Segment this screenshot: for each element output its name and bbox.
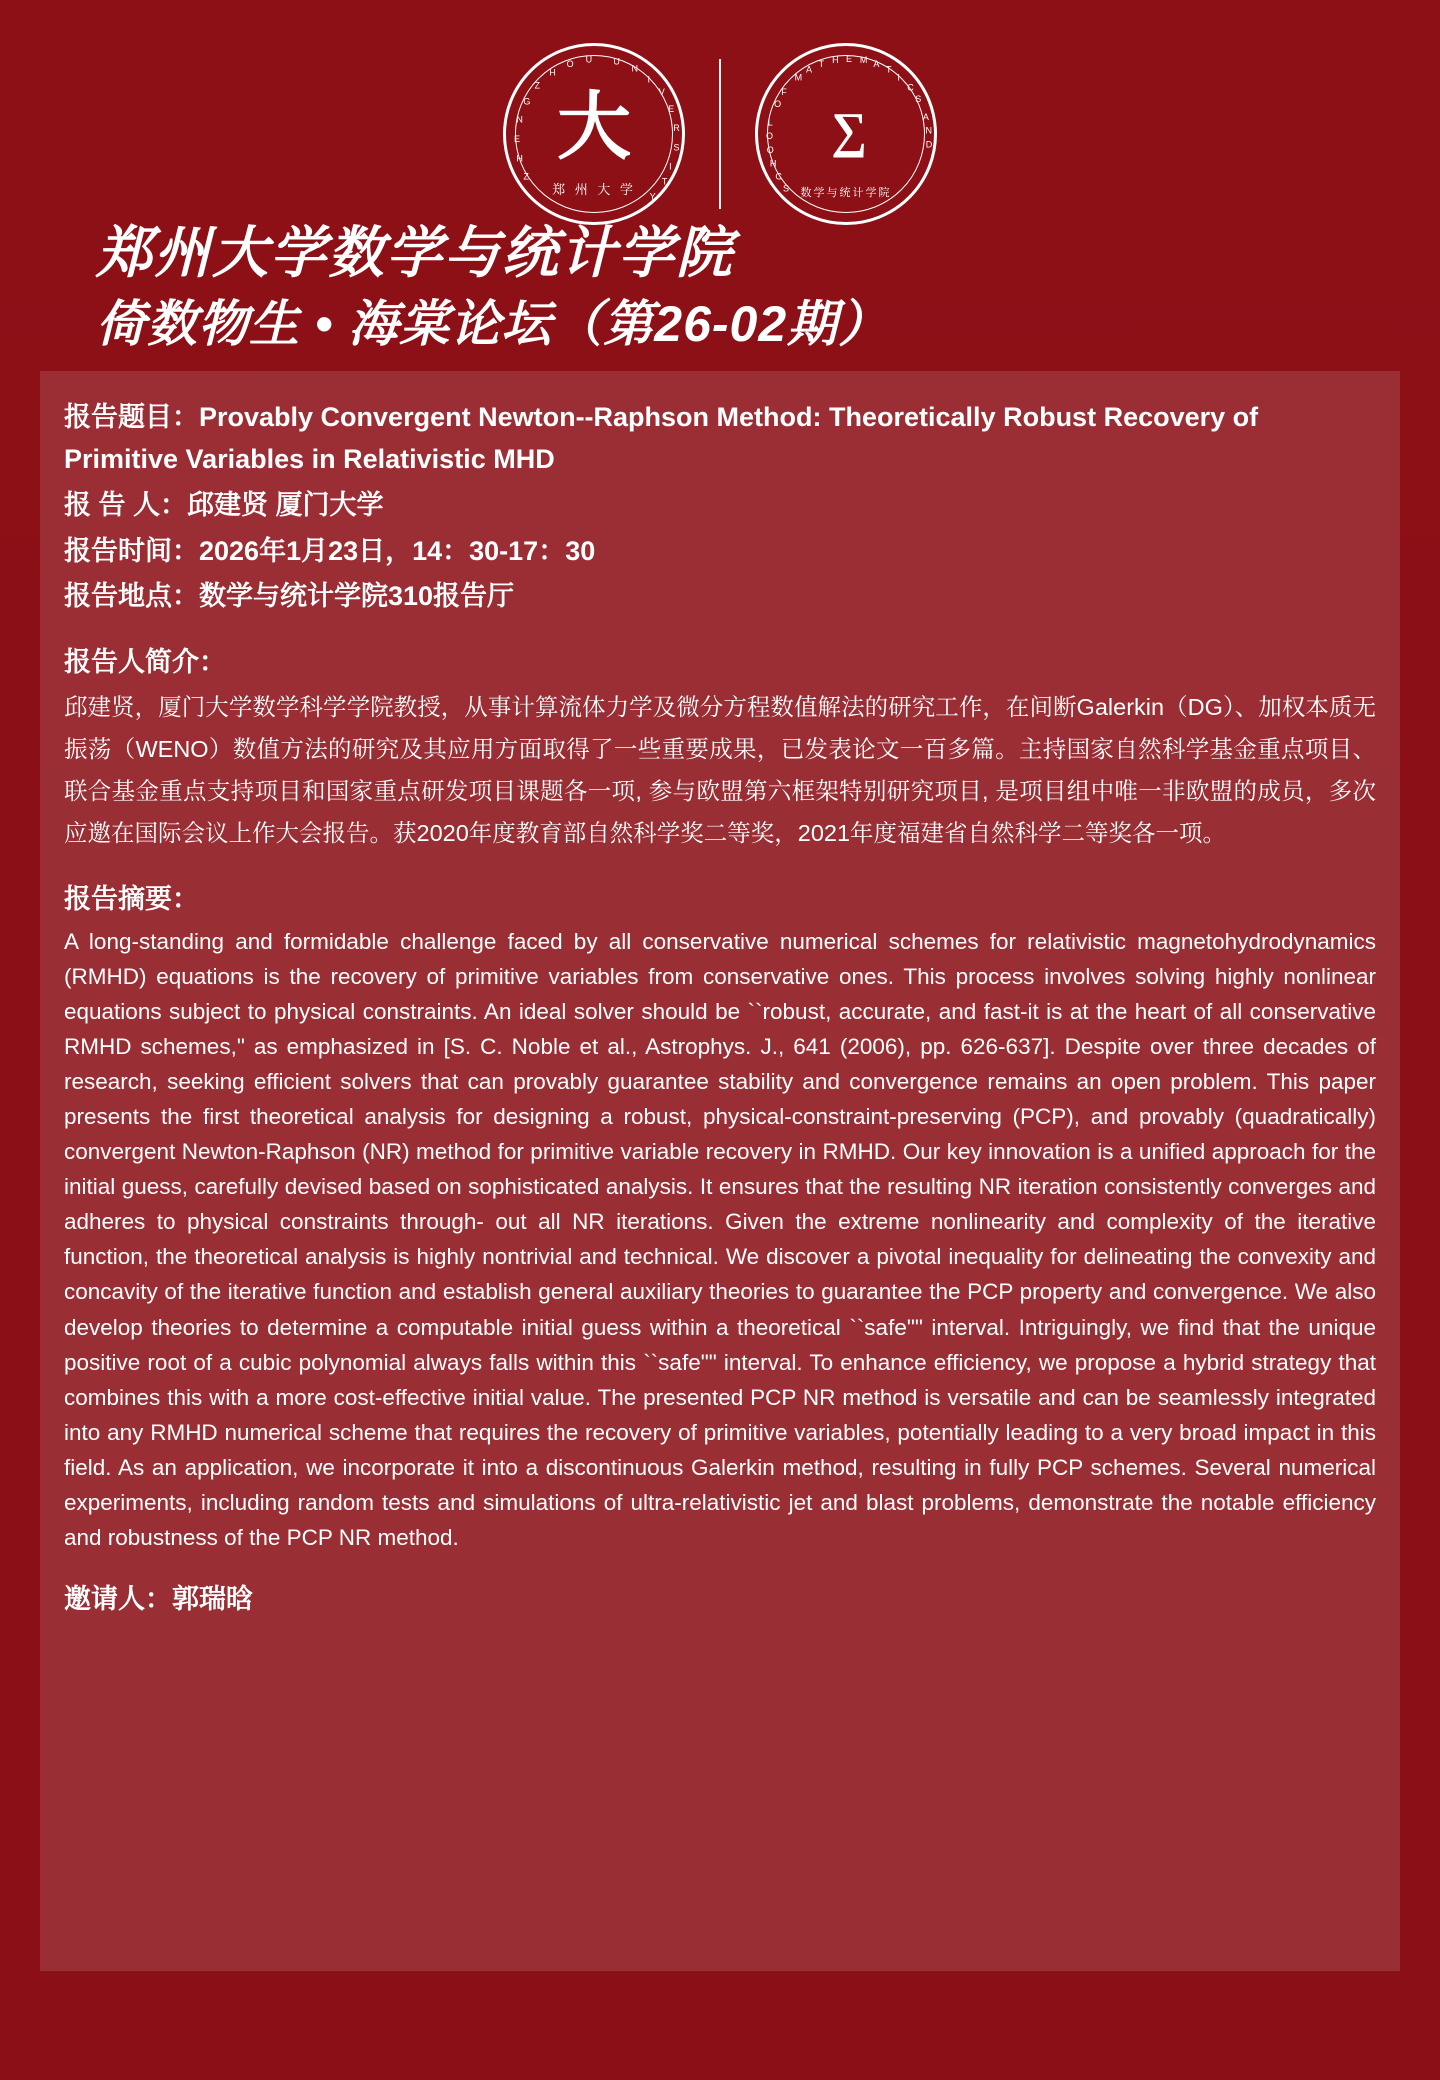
place-value: 数学与统计学院310报告厅 bbox=[199, 581, 515, 612]
speaker-row bbox=[64, 485, 1376, 527]
page-title: 郑州大学数学与统计学院 bbox=[96, 221, 734, 284]
speaker-label: 报 告 人： bbox=[64, 489, 188, 520]
place-row bbox=[64, 576, 1376, 618]
zzu-sub-label: 郑 州 大 学 bbox=[552, 182, 636, 197]
abstract-heading: 报告摘要： bbox=[64, 883, 199, 914]
logo-row bbox=[0, 0, 1440, 202]
header-titles bbox=[0, 190, 1440, 357]
zzu-mark: 大 bbox=[557, 87, 631, 169]
topic-value: Provably Convergent Newton--Raphson Method: Theoretically Robust Recovery of Primitive Variables in Relativistic MHD bbox=[64, 402, 1259, 474]
place-label: 报告地点： bbox=[64, 581, 199, 612]
speaker-value: 邱建贤 厦门大学 bbox=[187, 489, 384, 520]
sms-mark: ∑ bbox=[831, 102, 861, 158]
bio-text: 邱建贤，厦门大学数学科学学院教授，从事计算流体力学及微分方程数值解法的研究工作，在间断Galerkin（DG）、加权本质无振荡（WENO）数值方法的研究及其应用方面取得了一些重要成果，已发表论文一百多篇。主持国家自然科学基金重点项目、联合基金重点支持项目和国家重点研发项目课题各一项, 参与欧盟第六框架特别研究项目, 是项目组中唯一非欧盟的成员，多次应邀在国际会议上作大会报告。获2020年度教育部自然科学奖二等奖，2021年度福建省自然科学二等奖各一项。 bbox=[64, 694, 1376, 846]
sms-sub-label: 数学与统计学院 bbox=[800, 187, 892, 199]
school-of-mathematics-logo-icon bbox=[755, 43, 937, 225]
topic-label: 报告题目： bbox=[64, 402, 199, 432]
bio-heading: 报告人简介： bbox=[64, 647, 226, 678]
page-subtitle: 倚数物生 • 海棠论坛（第26-02期） bbox=[96, 296, 890, 352]
topic-row bbox=[64, 397, 1376, 481]
invite-value: 郭瑞晗 bbox=[172, 1584, 253, 1615]
logo-divider bbox=[719, 59, 721, 209]
abstract-text: A long-standing and formidable challenge faced by all conservative numerical schemes for relativistic magnetohydrodynamics (RMHD) equations is the recovery of primitive variables from conservative ones. This process involves solving highly nonlinear equations subject to physical constraints. An ideal solver should be ``robust, accurate, and fast-it is at the heart of all conservative RMHD schemes," as emphasized in [S. C. Noble et al., Astrophys. J., 641 (2006), pp. 626-637]. Despite over three decades of research, seeking efficient solvers that can provably guarantee stability and convergence remains an open problem. This paper presents the first theoretical analysis for designing a robust, physical-constraint-preserving (PCP), and provably (quadratically) convergent Newton-Raphson (NR) method for primitive variable recovery in RMHD. Our key innovation is a unified approach for the initial guess, carefully devised based on sophisticated analysis. It ensures that the resulting NR iteration consistently converges and adheres to physical constraints through- out all NR iterations. Given the extreme nonlinearity and complexity of the iterative function, the theoretical analysis is highly nontrivial and technical. We discover a pivotal inequality for delineating the convexity and concavity of the iterative function and establish general auxiliary theories to guarantee the PCP property and convergence. We also develop theories to determine a computable initial guess within a theoretical ``safe"" interval. Intriguingly, we find that the unique positive root of a cubic polynomial always falls within this ``safe"" interval. To enhance efficiency, we propose a hybrid strategy that combines this with a more cost-effective initial value. The presented PCP NR method is versatile and can be seamlessly integrated into any RMHD numerical scheme that requires the recovery of primitive variables, potentially leading to a very broad impact in this field. As an application, we incorporate it into a discontinuous Galerkin method, resulting in fully PCP schemes. Several numerical experiments, including random tests and simulations of ultra-relativistic jet and blast problems, demonstrate the notable efficiency and robustness of the PCP NR method. bbox=[64, 928, 1376, 1551]
sms-ring-text: S C H O O L O F M A T H E M A T I C S A N D bbox=[766, 54, 933, 194]
zhengzhou-university-logo-icon bbox=[503, 43, 685, 225]
invite-row bbox=[64, 1577, 1376, 1616]
content-panel bbox=[40, 371, 1400, 1971]
time-value: 2026年1月23日，14：30-17：30 bbox=[199, 535, 596, 566]
invite-label: 邀请人： bbox=[64, 1584, 172, 1615]
time-row bbox=[64, 531, 1376, 573]
time-label: 报告时间： bbox=[64, 535, 199, 566]
zzu-ring-text: Z H E N G Z H O U U N I V E R S I T Y bbox=[514, 54, 681, 202]
